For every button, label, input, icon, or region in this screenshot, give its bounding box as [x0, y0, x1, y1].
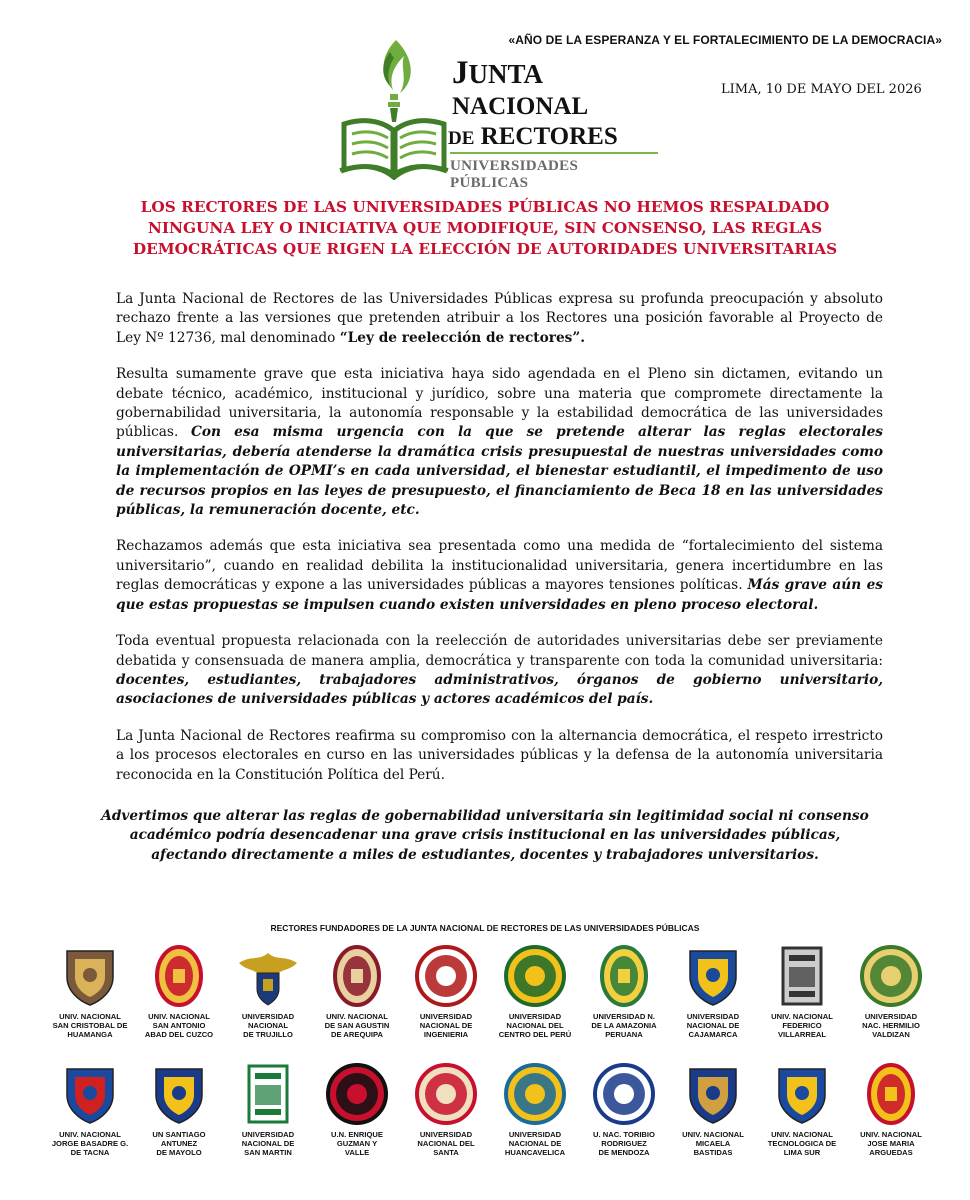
university-seal-icon	[59, 945, 121, 1007]
university-seal-icon	[682, 1063, 744, 1125]
university-name: UNIV. NACIONAL DE SAN AGUSTIN DE AREQUIPA	[324, 1012, 390, 1040]
university-seal-icon	[593, 1063, 655, 1125]
year-motto: «AÑO DE LA ESPERANZA Y EL FORTALECIMIENTO DE LA DEMOCRACIA»	[508, 33, 942, 47]
paragraph-1: La Junta Nacional de Rectores de las Universidades Públicas expresa su profunda preocupación y absoluto rechazo frente a las versiones que pretenden atribuir a los Rectores una posición favorable al Proyecto de Ley Nº 12736, mal denominado “Ley de reelección de rectores”.	[116, 291, 883, 346]
university-name: UNIV. NACIONAL SAN ANTONIO ABAD DEL CUZCO	[144, 1012, 214, 1040]
row2-university-10	[841, 1063, 941, 1158]
row1-university-8	[663, 945, 763, 1040]
row2-university-5	[396, 1063, 496, 1158]
university-name: UNIV. NACIONAL MICAELA BASTIDAS	[682, 1130, 744, 1158]
row1-university-6	[485, 945, 585, 1040]
row1-university-4	[307, 945, 407, 1040]
university-seal-icon	[326, 1063, 388, 1125]
row1-university-5	[396, 945, 496, 1040]
universities-row-1	[40, 945, 940, 1075]
paragraph-4: Toda eventual propuesta relacionada con la reelección de autoridades universitarias debe ser previamente debatida y consensuada de manera amplia, democrática y transparente con toda la comunidad universitaria: docentes, estudiantes, trabajadores administrativos, órganos de gobierno universitario, asociaciones de universidades públicas y actores académicos del país.	[116, 633, 883, 708]
university-seal-icon	[593, 945, 655, 1007]
row1-university-10	[841, 945, 941, 1040]
founders-title: RECTORES FUNDADORES DE LA JUNTA NACIONAL DE RECTORES DE LAS UNIVERSIDADES PÚBLICAS	[270, 923, 700, 933]
university-name: UNIVERSIDAD NACIONAL DE TRUJILLO	[241, 1012, 295, 1040]
university-name: UNIVERSIDAD NAC. HERMILIO VALDIZAN	[862, 1012, 920, 1040]
row2-university-9	[752, 1063, 852, 1158]
university-seal-icon	[148, 945, 210, 1007]
universities-row-2	[40, 1063, 940, 1193]
row2-university-2	[129, 1063, 229, 1158]
row1-university-9	[752, 945, 852, 1040]
university-name: U.N. ENRIQUE GUZMAN Y VALLE	[331, 1130, 383, 1158]
paragraph-5: La Junta Nacional de Rectores reafirma su compromiso con la alternancia democrática, el respeto irrestricto a los procesos electorales en curso en las universidades públicas y la defensa de la autonomía universitaria reconocida en la Constitución Política del Perú.	[116, 727, 883, 783]
university-name: UNIV. NACIONAL FEDERICO VILLARREAL	[771, 1012, 833, 1040]
university-name: UNIV. NACIONAL JOSE MARIA ARGUEDAS	[860, 1130, 922, 1158]
row1-university-3	[218, 945, 318, 1040]
university-seal-icon	[148, 1063, 210, 1125]
row2-university-3	[218, 1063, 318, 1158]
logo-line-universidades: UNIVERSIDADES PÚBLICAS	[450, 158, 579, 191]
university-name: UNIVERSIDAD NACIONAL DE INGENIERIA	[419, 1012, 473, 1040]
university-name: U. NAC. TORIBIO RODRIGUEZ DE MENDOZA	[593, 1130, 655, 1158]
logo-rule	[450, 152, 658, 154]
university-seal-icon	[504, 1063, 566, 1125]
logo-line-junta: JUNTA	[452, 55, 544, 91]
row1-university-1	[40, 945, 140, 1040]
university-seal-icon	[415, 945, 477, 1007]
book-flame-icon	[338, 38, 450, 180]
row1-university-2	[129, 945, 229, 1040]
university-name: UNIV. NACIONAL TECNOLOGICA DE LIMA SUR	[767, 1130, 837, 1158]
university-seal-icon	[326, 945, 388, 1007]
university-seal-icon	[415, 1063, 477, 1125]
logo-line-rectores: DE RECTORES	[448, 123, 618, 150]
university-name: UNIV. NACIONAL SAN CRISTOBAL DE HUAMANGA	[52, 1012, 128, 1040]
university-seal-icon	[771, 945, 833, 1007]
university-seal-icon	[682, 945, 744, 1007]
closing-statement: Advertimos que alterar las reglas de gobernabilidad universitaria sin legitimidad social ni consenso académico podría desencadenar una grave crisis institucional en las universidades públicas, afectando directamente a miles de estudiantes, docentes y trabajadores universitarios.	[101, 808, 869, 863]
row2-university-4	[307, 1063, 407, 1158]
logo-line-nacional: NACIONAL	[452, 93, 589, 120]
university-name: UNIVERSIDAD NACIONAL DEL SANTA	[417, 1130, 475, 1158]
row2-university-8	[663, 1063, 763, 1158]
paragraph-3: Rechazamos además que esta iniciativa sea presentada como una medida de “fortalecimiento del sistema universitario”, cuando en realidad debilita la institucionalidad universitaria, genera incertidumbre en las reglas democráticas y expone a las universidades públicas a mayores tensiones políticas. Más grave aún es que estas propuestas se impulsen cuando existen universidades en pleno proceso electoral.	[116, 538, 883, 613]
university-seal-icon	[860, 1063, 922, 1125]
document-title: LOS RECTORES DE LAS UNIVERSIDADES PÚBLICAS NO HEMOS RESPALDADO NINGUNA LEY O INICIATIVA QUE MODIFIQUE, SIN CONSENSO, LAS REGLAS DEMOCRÁTICAS QUE RIGEN LA ELECCIÓN DE AUTORIDADES UNIVERSITARIAS	[132, 198, 838, 258]
university-seal-icon	[504, 945, 566, 1007]
university-seal-icon	[237, 945, 299, 1007]
document-body	[116, 290, 883, 802]
jnr-logo	[338, 38, 658, 191]
university-name: UNIVERSIDAD NACIONAL DE SAN MARTIN	[241, 1130, 295, 1158]
university-name: UNIVERSIDAD NACIONAL DEL CENTRO DEL PERÚ	[498, 1012, 572, 1040]
university-name: UNIVERSIDAD NACIONAL DE HUANCAVELICA	[504, 1130, 566, 1158]
university-name: UN SANTIAGO ANTUNEZ DE MAYOLO	[152, 1130, 206, 1158]
document-date: LIMA, 10 DE MAYO DEL 2026	[721, 82, 922, 97]
row2-university-1	[40, 1063, 140, 1158]
university-name: UNIVERSIDAD NACIONAL DE CAJAMARCA	[686, 1012, 740, 1040]
university-seal-icon	[860, 945, 922, 1007]
university-seal-icon	[237, 1063, 299, 1125]
row2-university-7	[574, 1063, 674, 1158]
university-seal-icon	[59, 1063, 121, 1125]
university-seal-icon	[771, 1063, 833, 1125]
row1-university-7	[574, 945, 674, 1040]
row2-university-6	[485, 1063, 585, 1158]
university-name: UNIVERSIDAD N. DE LA AMAZONIA PERUANA	[591, 1012, 657, 1040]
university-name: UNIV. NACIONAL JORGE BASADRE G. DE TACNA	[51, 1130, 129, 1158]
paragraph-2: Resulta sumamente grave que esta iniciativa haya sido agendada en el Pleno sin dictamen, evitando un debate técnico, académico, institucional y jurídico, sobre una materia que compromete directamente la gobernabilidad universitaria, la autonomía responsable y la estabilidad democrática de las universidades públicas. Con esa misma urgencia con la que se pretende alterar las reglas electorales universitarias, debería atenderse la dramática crisis presupuestal de nuestras universidades como la implementación de OPMI’s en cada universidad, el bienestar estudiantil, el impedimento de uso de recursos propios en las leyes de presupuesto, el financiamiento de Beca 18 en las universidades públicas, la remuneración docente, etc.	[116, 366, 883, 519]
